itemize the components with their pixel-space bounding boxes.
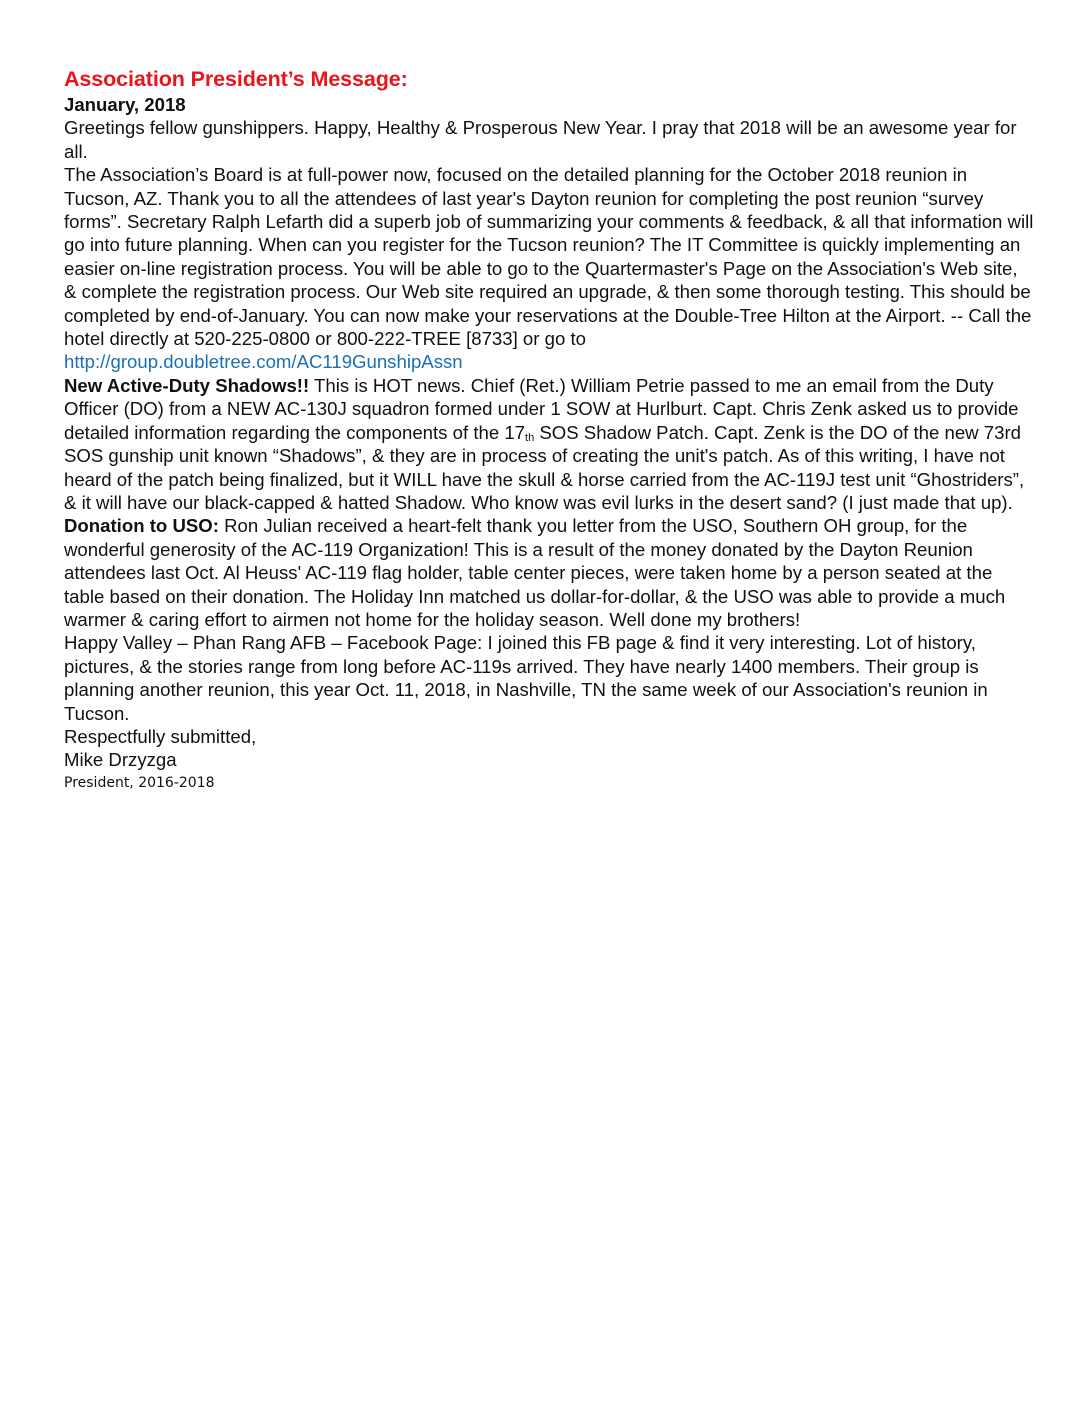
ordinal-suffix: th: [525, 431, 535, 444]
letter-date: January, 2018: [64, 94, 186, 115]
shadows-text-part2: SOS Shadow Patch. Capt. Zenk is the DO of the new 73rd SOS gunship unit known “Shadows”, & they are in process of creating the unit's patch. As of this writing, I have not heard of the patch being finalized, but it WILL have the skull & horse carried from the AC-119J test unit “Ghostriders”, & it will have our black-capped & hatted Shadow. Who know was evil lurks in the desert sand? (I just made that up).: [64, 421, 1025, 513]
board-paragraph: [64, 163, 1034, 374]
shadows-lead: New Active-Duty Shadows!!: [64, 374, 310, 396]
donation-paragraph: [64, 514, 1034, 631]
signature-name: Mike Drzyzga: [64, 749, 177, 771]
donation-text: Ron Julian received a heart-felt thank you letter from the USO, Southern OH group, for the wonderful generosity of the AC-119 Organization! This is a result of the money donated by the Dayton Reunion attendees last Oct. Al Heuss' AC-119 flag holder, table center pieces, were taken home by a person seated at the table based on their donation. The Holiday Inn matched us dollar-for-dollar, & the USO was able to provide a much warmer & caring effort to airmen not home for the holiday season. Well done my brothers!: [64, 515, 1006, 630]
hotel-link[interactable]: http://group.doubletree.com/AC119GunshipAssn: [64, 351, 463, 373]
board-text: The Association’s Board is at full-power now, focused on the detailed planning for the October 2018 reunion in Tucson, AZ. Thank you to all the attendees of last year's Dayton reunion for completing the post reunion “survey forms”. Secretary Ralph Lefarth did a superb job of summarizing your comments & feedback, & all that information will go into future planning. When can you register for the Tucson reunion? The IT Committee is quickly implementing an easier on-line registration process. You will be able to go to the Quartermaster's Page on the Association's Web site, & complete the registration process. Our Web site required an upgrade, & then some thorough testing. This should be completed by end-of-January. You can now make your reservations at the Double-Tree Hilton at the Airport. -- Call the hotel directly at 520-225-0800 or 800-222-TREE [8733] or go to: [64, 164, 1034, 350]
happy-valley-paragraph: Happy Valley – Phan Rang AFB – Facebook Page: I joined this FB page & find it very interesting. Lot of history, pictures, & the stories range from long before AC-119s arrived. They have nearly 1400 members. Their group is planning another reunion, this year Oct. 11, 2018, in Nashville, TN the same week of our Association's reunion in Tucson.: [64, 632, 988, 724]
signature-role: President, 2016-2018: [64, 774, 215, 791]
page-title: Association President’s Message:: [64, 67, 408, 91]
shadows-paragraph: [64, 374, 1034, 514]
donation-lead: Donation to USO:: [64, 515, 219, 537]
letter-page: [64, 66, 1034, 793]
closing-line: Respectfully submitted,: [64, 725, 257, 747]
greeting-paragraph: Greetings fellow gunshippers. Happy, Healthy & Prosperous New Year. I pray that 2018 will be an awesome year for all.: [64, 117, 1017, 162]
shadows-text-part1: This is HOT news. Chief (Ret.) William Petrie passed to me an email from the Duty Officer (DO) from a NEW AC-130J squadron formed under 1 SOW at Hurlburt. Capt. Chris Zenk asked us to provide detailed information regarding the components of the 17: [64, 374, 1019, 443]
